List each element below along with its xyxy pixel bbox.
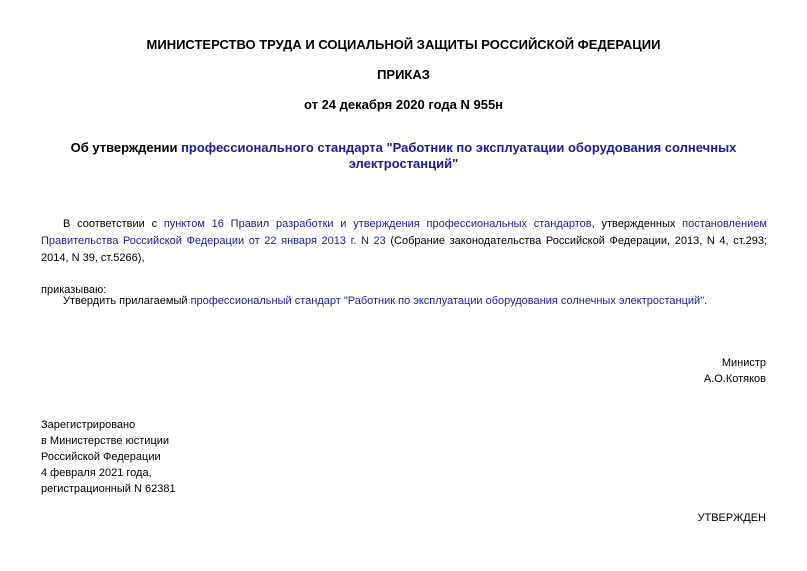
- registration-line: Зарегистрировано: [41, 419, 136, 431]
- signer-name: А.О.Котяков: [703, 373, 766, 385]
- order-word: приказываю:: [41, 284, 107, 296]
- title-prefix: Об утверждении: [70, 140, 182, 155]
- government-decree-link[interactable]: постановлением Правительства Российской Федерации от 22 января 2013 г. N 23: [41, 218, 767, 247]
- document-title: [40, 140, 767, 172]
- resolution-paragraph: [41, 293, 767, 310]
- rules-link[interactable]: пунктом 16 Правил разработки и утверждения профессиональных стандартов: [163, 218, 592, 230]
- registration-line: Российской Федерации: [41, 451, 161, 463]
- resolution-end: .: [704, 295, 708, 307]
- resolution-start: Утвердить прилагаемый: [63, 295, 191, 307]
- preamble-end: (Собрание законодательства Российской Федерации, 2013, N 4, ст.293; 2014, N 39, ст.5266),: [41, 235, 768, 264]
- approved-stamp-text: УТВЕРЖДЕН: [697, 512, 766, 524]
- title-standard-link[interactable]: профессионального стандарта "Работник по эксплуатации оборудования солнечных электростанций": [181, 140, 737, 171]
- professional-standard-link[interactable]: профессиональный стандарт "Работник по эксплуатации оборудования солнечных электростанций": [190, 295, 705, 307]
- preamble-start: В соответствии с: [63, 218, 164, 230]
- order-date-number: от 24 декабря 2020 года N 955н: [303, 97, 504, 112]
- preamble-paragraph: [41, 216, 767, 267]
- preamble-mid: , утвержденных: [591, 218, 683, 230]
- document-type-heading: ПРИКАЗ: [377, 67, 430, 82]
- registration-line: регистрационный N 62381: [41, 483, 176, 495]
- registration-line: в Министерстве юстиции: [41, 435, 170, 447]
- registration-line: 4 февраля 2021 года,: [41, 467, 152, 479]
- signer-position: Министр: [721, 357, 766, 369]
- ministry-heading: МИНИСТЕРСТВО ТРУДА И СОЦИАЛЬНОЙ ЗАЩИТЫ РОССИЙСКОЙ ФЕДЕРАЦИИ: [146, 37, 661, 52]
